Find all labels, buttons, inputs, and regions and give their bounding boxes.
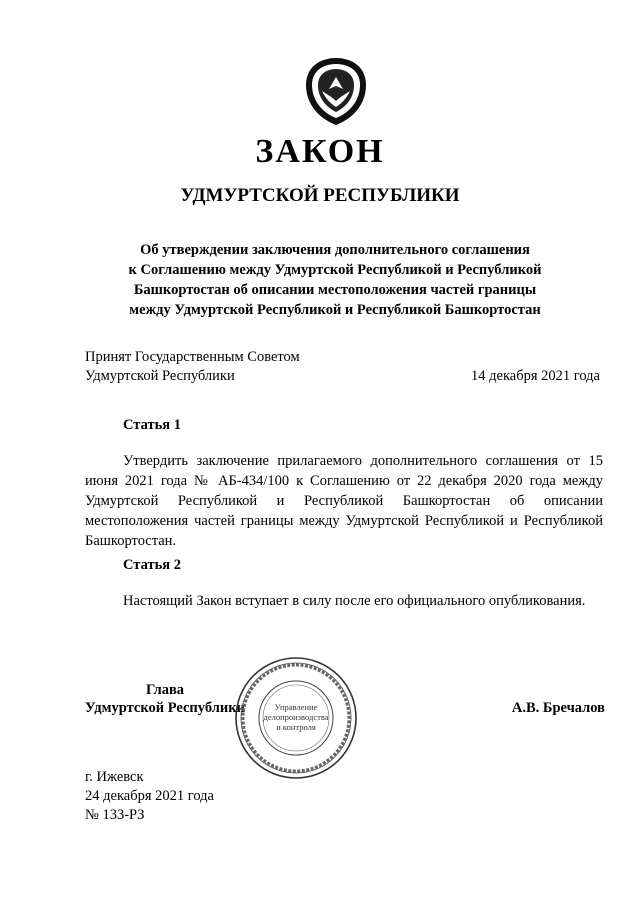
article-1-title: Статья 1 [123, 417, 181, 433]
coat-of-arms-emblem [300, 55, 372, 127]
official-stamp [233, 655, 359, 781]
law-heading-line: Башкортостан об описании местоположения частей границы [133, 282, 537, 298]
law-number: № 133-РЗ [85, 807, 145, 823]
law-heading-line: Об утверждении заключения дополнительного соглашения [140, 242, 530, 258]
article-1-text: Утвердить заключение прилагаемого дополнительного соглашения от 15 июня 2021 года № АБ-434/100 к Соглашению от 22 декабря 2020 года между Удмуртской Республикой и Республикой Башкортостан об описании местоположения частей границы между Удмуртской Республикой и Республикой Башкортостан. [85, 453, 603, 549]
signatory-position-line-2: Удмуртской Республики [85, 700, 245, 716]
document-title: ЗАКОН [255, 133, 385, 170]
adoption-line-1: Принят Государственным Советом [85, 349, 300, 365]
law-heading-line: между Удмуртской Республикой и Республикой Башкортостан [129, 302, 541, 318]
signatory-name: А.В. Бречалов [511, 700, 605, 716]
law-heading-line: к Соглашению между Удмуртской Республикой и Республикой [128, 262, 542, 278]
stamp-text-line-1: Управление [274, 702, 318, 712]
document-subtitle: УДМУРТСКОЙ РЕСПУБЛИКИ [180, 185, 460, 206]
signing-date: 24 декабря 2021 года [85, 788, 214, 804]
signatory-position-line-1: Глава [146, 682, 185, 698]
law-heading [95, 240, 575, 320]
adoption-date: 14 декабря 2021 года [471, 368, 600, 384]
adoption-line-2: Удмуртской Республики [85, 368, 235, 384]
stamp-text-line-3: и контроля [276, 722, 316, 732]
article-2-text: Настоящий Закон вступает в силу после его официального опубликования. [123, 593, 586, 609]
place-of-signing: г. Ижевск [85, 769, 144, 785]
article-2-title: Статья 2 [123, 557, 181, 573]
stamp-text-line-2: делопроизводства [263, 712, 329, 722]
